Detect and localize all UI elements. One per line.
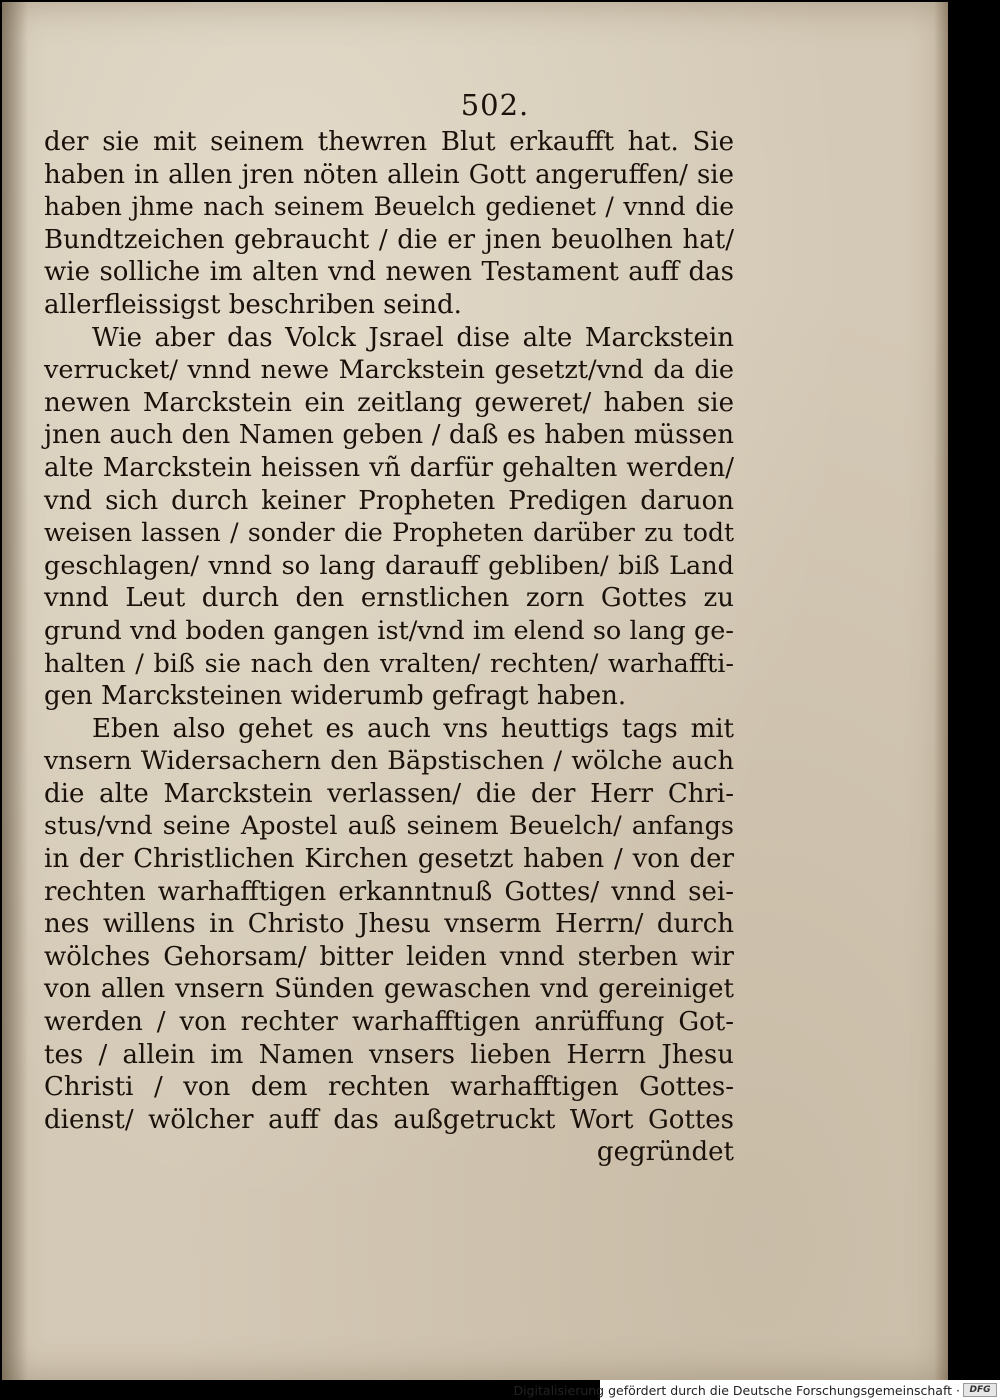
text-line: dienst/ wölcher auff das außgetruckt Wort Gottes xyxy=(44,1104,734,1135)
digitization-credit: Digitalisierung gefördert durch die Deutsche Forschungsgemeinschaft · xyxy=(513,1383,960,1398)
text-line: grund vnd boden gangen ist/vnd im elend so lang ge- xyxy=(44,615,734,646)
text-line: vnnd Leut durch den ernstlichen zorn Gottes zu xyxy=(44,583,734,614)
text-line: verrucket/ vnnd newe Marckstein gesetzt/vnd da die xyxy=(44,355,734,386)
text-line: rechten warhafftigen erkanntnuß Gottes/ vnnd sei- xyxy=(44,876,734,907)
text-line: vnd sich durch keiner Propheten Predigen daruon xyxy=(44,485,734,516)
text-line: Bundtzeichen gebraucht / die er jnen beuolhen hat/ xyxy=(44,224,734,255)
text-line: Eben also gehet es auch vns heuttigs tags mit xyxy=(92,713,734,744)
text-line: Wie aber das Volck Jsrael dise alte Marckstein xyxy=(92,322,734,353)
text-line: gegründet xyxy=(596,1137,734,1168)
text-line: tes / allein im Namen vnsers lieben Herrn Jhesu xyxy=(44,1039,734,1070)
text-line: der sie mit seinem thewren Blut erkaufft hat. Sie xyxy=(44,127,734,157)
text-line: wie solliche im alten vnd newen Testament auff das xyxy=(44,257,734,288)
book-page xyxy=(2,2,948,1380)
text-line: jnen auch den Namen geben / daß es haben müssen xyxy=(44,420,734,451)
text-line: weisen lassen / sonder die Propheten darüber zu todt xyxy=(44,518,734,548)
text-line: alte Marckstein heissen vñ darfür gehalten werden/ xyxy=(44,452,734,483)
text-line: in der Christlichen Kirchen gesetzt haben / von der xyxy=(44,844,734,875)
text-line: geschlagen/ vnnd so lang darauff gebliben/ biß Land xyxy=(44,550,734,581)
text-line: vnsern Widersachern den Bäpstischen / wölche auch xyxy=(44,746,734,777)
dfg-logo: DFG xyxy=(963,1383,997,1397)
text-line: halten / biß sie nach den vralten/ rechten/ warhaffti- xyxy=(44,648,734,679)
text-line: werden / von rechter warhafftigen anrüffung Got- xyxy=(44,1007,734,1038)
text-line: newen Marckstein ein zeitlang geweret/ haben sie xyxy=(44,387,734,418)
text-line: von allen vnsern Sünden gewaschen vnd gereiniget xyxy=(44,974,734,1005)
body-text xyxy=(44,126,734,1169)
text-line: die alte Marckstein verlassen/ die der Herr Chri- xyxy=(44,778,734,809)
text-line: wölches Gehorsam/ bitter leiden vnnd sterben wir xyxy=(44,941,734,972)
page-number: 502. xyxy=(460,88,530,122)
text-line: Christi / von dem rechten warhafftigen Gottes- xyxy=(44,1072,734,1103)
footer-bar xyxy=(513,1380,1000,1400)
gutter-shadow xyxy=(2,2,28,1380)
text-line: gen Marcksteinen widerumb gefragt haben. xyxy=(44,681,627,712)
text-line: haben jhme nach seinem Beuelch gedienet / vnnd die xyxy=(44,192,734,222)
text-line: stus/vnd seine Apostel auß seinem Beuelch/ anfangs xyxy=(44,811,734,842)
text-line: nes willens in Christo Jhesu vnserm Herrn/ durch xyxy=(44,909,734,940)
text-line: haben in allen jren nöten allein Gott angeruffen/ sie xyxy=(44,159,734,190)
text-line: allerfleissigst beschriben seind. xyxy=(44,289,462,320)
page-edge xyxy=(934,2,948,1380)
